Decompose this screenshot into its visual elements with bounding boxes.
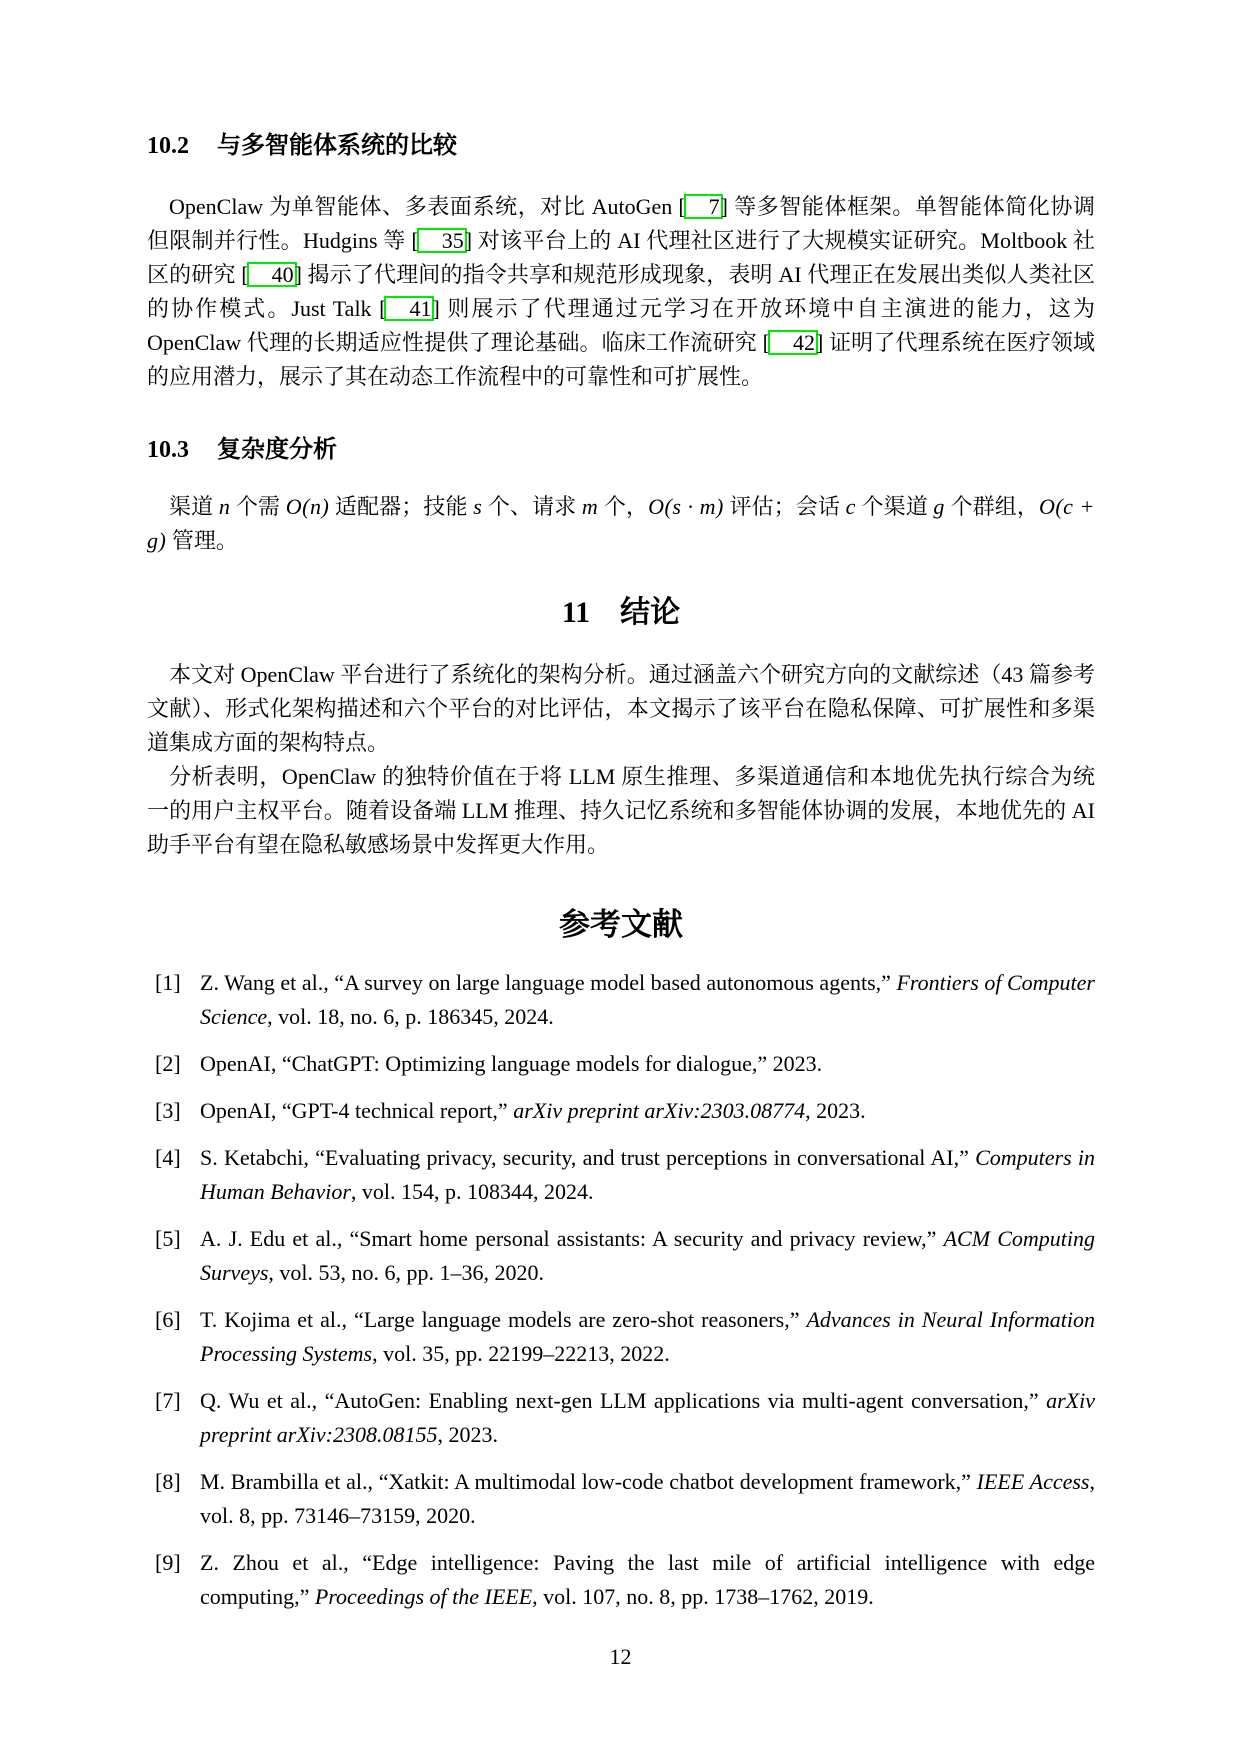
- text-run: , 2023.: [437, 1422, 498, 1447]
- text-run: M. Brambilla et al., “Xatkit: A multimodal low-code chatbot development framework,”: [200, 1469, 977, 1494]
- text-run: 个、请求: [482, 494, 582, 519]
- paragraph: [147, 760, 1095, 862]
- citation-number: 41: [384, 296, 434, 321]
- math-inline: n: [218, 494, 231, 519]
- references-heading: 参考文献: [559, 907, 683, 942]
- citation-number: 42: [768, 330, 818, 355]
- citation-number: 35: [417, 228, 467, 253]
- citation-ref-40[interactable]: [ 40]: [241, 262, 302, 287]
- text-run: 个，: [598, 494, 649, 519]
- subsection-heading-10-2: [147, 130, 1095, 162]
- text-run: , vol. 35, pp. 22199–22213, 2022.: [372, 1341, 670, 1366]
- reference-item: [147, 1546, 1095, 1614]
- reference-label: [7]: [155, 1388, 181, 1413]
- text-run: , vol. 107, no. 8, pp. 1738–1762, 2019.: [532, 1584, 874, 1609]
- reference-label: [3]: [155, 1098, 181, 1123]
- text-run: 证明了代理系统在医疗领域的应用潜力，展示了其在动态工作流程中的可靠性和可扩展性。: [147, 330, 1095, 389]
- text-run: T. Kojima et al., “Large language models are zero-shot reasoners,”: [200, 1307, 807, 1332]
- reference-label: [8]: [155, 1469, 181, 1494]
- reference-label: [6]: [155, 1307, 181, 1332]
- text-run: ACM Computing Surveys: [200, 1226, 1095, 1285]
- text-run: arXiv preprint arXiv:2303.08774: [513, 1098, 806, 1123]
- reference-label: [9]: [155, 1550, 181, 1575]
- text-run: A. J. Edu et al., “Smart home personal assistants: A security and privacy review,”: [200, 1226, 944, 1251]
- math-inline: O(s · m): [648, 494, 724, 519]
- subsection-heading-10-3: [147, 434, 1095, 466]
- math-inline: O(c + g): [147, 494, 1095, 553]
- reference-item: [147, 966, 1095, 1034]
- text-run: OpenAI, “ChatGPT: Optimizing language models for dialogue,” 2023.: [200, 1051, 823, 1076]
- citation-ref-35[interactable]: [ 35]: [411, 228, 473, 253]
- math-inline: g: [933, 494, 945, 519]
- reference-label: [5]: [155, 1226, 181, 1251]
- text-run: Advances in Neural Information Processing Systems: [200, 1307, 1095, 1366]
- math-inline: O(n): [285, 494, 330, 519]
- subsection-number: 10.3: [147, 437, 189, 463]
- text-run: , vol. 18, no. 6, p. 186345, 2024.: [267, 1004, 554, 1029]
- text-run: S. Ketabchi, “Evaluating privacy, security, and trust perceptions in conversational AI,”: [200, 1145, 976, 1170]
- reference-item: [147, 1303, 1095, 1371]
- subsection-title: 与多智能体系统的比较: [217, 132, 457, 159]
- reference-label: [4]: [155, 1145, 181, 1170]
- reference-item: [147, 1047, 1095, 1081]
- text-run: 揭示了代理间的指令共享和规范形成现象，表明 AI 代理正在发展出类似人类社区的协作模式。Just Talk: [147, 262, 1095, 321]
- reference-label: [2]: [155, 1051, 181, 1076]
- text-run: OpenAI, “GPT-4 technical report,”: [200, 1098, 514, 1123]
- paragraph: [147, 490, 1095, 558]
- text-run: 个渠道: [855, 494, 934, 519]
- section-heading-11: [147, 594, 1095, 632]
- text-run: Z. Zhou et al., “Edge intelligence: Paving the last mile of artificial intelligence with edge computing,”: [200, 1550, 1095, 1609]
- page-number: 12: [609, 1644, 632, 1669]
- subsection-10-2-body: [147, 190, 1095, 394]
- section-title: 结论: [620, 596, 681, 629]
- section-number: 11: [561, 596, 591, 629]
- text-run: 评估；会话: [723, 494, 846, 519]
- text-run: 管理。: [166, 528, 238, 553]
- reference-label: [1]: [155, 970, 181, 995]
- text-run: Frontiers of Computer Science: [200, 970, 1095, 1029]
- text-run: OpenClaw 为单智能体、多表面系统，对比 AutoGen: [169, 194, 679, 219]
- reference-item: [147, 1384, 1095, 1452]
- subsection-title: 复杂度分析: [217, 436, 337, 463]
- text-run: IEEE Access: [976, 1469, 1090, 1494]
- citation-ref-42[interactable]: [ 42]: [762, 330, 824, 355]
- text-run: , 2023.: [805, 1098, 866, 1123]
- text-run: 对该平台上的 AI 代理社区进行了大规模实证研究。Moltbook 社区的研究: [147, 228, 1095, 287]
- reference-item: [147, 1465, 1095, 1533]
- subsection-10-3-body: [147, 490, 1095, 558]
- paragraph: [147, 658, 1095, 760]
- reference-item: [147, 1094, 1095, 1128]
- text-run: Computers in Human Behavior: [200, 1145, 1095, 1204]
- text-run: , vol. 53, no. 6, pp. 1–36, 2020.: [268, 1260, 545, 1285]
- text-run: , vol. 8, pp. 73146–73159, 2020.: [200, 1469, 1095, 1528]
- text-run: 个群组，: [944, 494, 1039, 519]
- text-run: 本文对 OpenClaw 平台进行了系统化的架构分析。通过涵盖六个研究方向的文献综述（43 篇参考文献）、形式化架构描述和六个平台的对比评估，本文揭示了该平台在隐私保障、可扩展性和多渠道集成方面的架构特点。: [147, 662, 1095, 755]
- text-run: Proceedings of the IEEE: [314, 1584, 533, 1609]
- text-run: 渠道: [169, 494, 219, 519]
- reference-item: [147, 1141, 1095, 1209]
- text-run: Q. Wu et al., “AutoGen: Enabling next-gen LLM applications via multi-agent conversation,”: [200, 1388, 1047, 1413]
- citation-ref-41[interactable]: [ 41]: [379, 296, 440, 321]
- math-inline: m: [581, 494, 599, 519]
- text-run: 分析表明，OpenClaw 的独特价值在于将 LLM 原生推理、多渠道通信和本地优先执行综合为统一的用户主权平台。随着设备端 LLM 推理、持久记忆系统和多智能体协调的发展，本地优先的 AI 助手平台有望在隐私敏感场景中发挥更大作用。: [147, 764, 1095, 857]
- subsection-number: 10.2: [147, 133, 189, 159]
- text-run: arXiv preprint arXiv:2308.08155: [200, 1388, 1095, 1447]
- math-inline: s: [473, 494, 483, 519]
- reference-list: [147, 966, 1095, 1614]
- citation-number: 7: [684, 194, 723, 219]
- citation-ref-7[interactable]: [ 7]: [678, 194, 728, 219]
- math-inline: c: [845, 494, 856, 519]
- text-run: 适配器；技能: [329, 494, 474, 519]
- section-11-body: [147, 658, 1095, 862]
- text-run: Z. Wang et al., “A survey on large language model based autonomous agents,”: [200, 970, 897, 995]
- citation-number: 40: [247, 262, 297, 287]
- reference-item: [147, 1222, 1095, 1290]
- text-run: 则展示了代理通过元学习在开放环境中自主演进的能力，这为 OpenClaw 代理的长期适应性提供了理论基础。临床工作流研究: [147, 296, 1095, 355]
- text-run: 个需: [230, 494, 286, 519]
- paragraph: [147, 190, 1095, 394]
- text-run: , vol. 154, p. 108344, 2024.: [350, 1179, 594, 1204]
- text-run: 等多智能体框架。单智能体简化协调但限制并行性。Hudgins 等: [147, 194, 1095, 253]
